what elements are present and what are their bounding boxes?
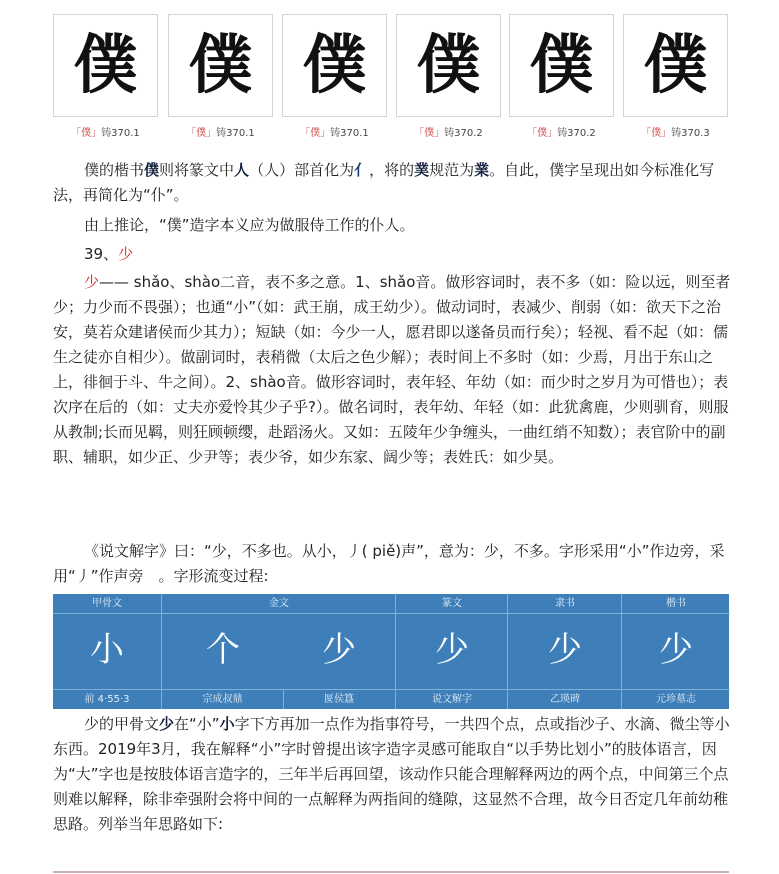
glyph-caption: 「僕」铸370.2	[414, 128, 483, 139]
glyph-caption: 「僕」铸370.1	[300, 128, 369, 139]
gallery-cell	[168, 14, 273, 139]
script-header: 楷书	[622, 594, 730, 614]
script-header: 隶书	[508, 594, 622, 614]
script-glyph: 少	[548, 630, 582, 670]
evolution-column	[161, 594, 289, 709]
inline-glyph-image: 小	[219, 715, 235, 733]
glyph-char: 僕	[188, 27, 253, 103]
inline-glyph-image: 少	[159, 715, 175, 733]
evolution-column	[621, 594, 730, 709]
paragraph-kaishu: 僕的楷书僕则将篆文中人（人）部首化为亻，将的菐规范为業。自此，僕字呈现出如今标准化写法，再简化为“仆”。	[53, 161, 715, 204]
glyph-char: 僕	[529, 27, 594, 103]
glyph-caption: 「僕」铸370.1	[71, 128, 140, 139]
inline-glyph-image: 菐	[414, 161, 430, 179]
glyph-image	[53, 14, 158, 117]
section-heading: 39、少	[84, 245, 134, 263]
gallery-cell	[53, 14, 158, 139]
source-label: 乙瑛碑	[508, 689, 622, 709]
script-header: 篆文	[396, 594, 508, 614]
glyph-char: 僕	[416, 27, 481, 103]
glyph-image	[396, 14, 501, 117]
inline-glyph-image: 亻	[354, 161, 370, 179]
glyph-caption: 「僕」铸370.1	[186, 128, 255, 139]
glyph-image	[623, 14, 728, 117]
script-glyph: 少	[659, 630, 693, 670]
glyph-caption: 「僕」铸370.2	[527, 128, 596, 139]
glyph-char: 僕	[643, 27, 708, 103]
script-glyph: 少	[435, 630, 469, 670]
glyph-evolution-table	[53, 594, 729, 709]
evolution-column	[53, 594, 161, 709]
inline-glyph-image: 僕	[144, 161, 160, 179]
gallery-cell	[509, 14, 614, 139]
gallery-cell	[623, 14, 728, 139]
script-header: 甲骨文	[53, 594, 161, 614]
paragraph-shuowen: 《说文解字》曰：“少，不多也。从小，丿( piě)声”，意为：少，不多。字形采用“小”作边旁，采用“丿”作声旁 。字形流变过程:	[53, 542, 725, 585]
paragraph-definition: 少—— shǎo、shào二音，表不多之意。1、shǎo音。做形容词时，表不多（如：险以远，则至者少；力少而不畏强）；也通“小”（如：武王崩，成王幼少）。做动词时，表减少、削弱（如：欲天下之治安，莫若众建诸侯而少其力）；短缺（如：今少一人，愿君即以遂备员而行矣）；轻视、看不起（如：儒生之徒亦自相少）。做副词时，表稍微（太后之色少解）；表时间上不多时（如：少焉，月出于东山之上，徘徊于斗、牛之间）。2、shào音。做形容词时，表年轻、年幼（如：而少时之岁月为可惜也）；表次序在后的（如：丈夫亦爱怜其少子乎?）。做名词时，表年幼、年轻（如：此犹禽鹿，少则驯育，则服从教制;长而见羁，则狂顾顿缨，赴蹈汤火。又如：五陵年少争缠头，一曲红绡不知数）；表官阶中的副职、辅职，如少正、少尹等；表少爷，如少东家、阔少等；表姓氏：如少昊。	[53, 273, 731, 466]
gallery-cell	[396, 14, 501, 139]
evolution-column	[507, 594, 622, 709]
glyph-char: 僕	[73, 27, 138, 103]
source-label: 匽侯簋	[283, 689, 395, 709]
glyph-char: 僕	[302, 27, 367, 103]
script-glyph: 少	[322, 630, 356, 670]
evolution-column	[283, 594, 395, 709]
source-label: 元珍墓志	[622, 689, 730, 709]
gallery-cell	[282, 14, 387, 139]
glyph-caption: 「僕」铸370.3	[641, 128, 710, 139]
inline-glyph-image: 人	[234, 161, 250, 179]
script-glyph: 个	[206, 630, 240, 670]
paragraph-conclusion: 由上推论，“僕”造字本义应为做服侍工作的仆人。	[84, 216, 415, 234]
source-label: 前 4·55·3	[53, 689, 161, 709]
script-header: 金文	[162, 594, 396, 614]
source-label: 宗成叔鼎	[162, 689, 284, 709]
glyph-image	[168, 14, 273, 117]
source-label: 说文解字	[396, 689, 508, 709]
script-glyph: 小	[90, 630, 124, 670]
evolution-column	[395, 594, 508, 709]
glyph-image	[509, 14, 614, 117]
bottom-divider	[53, 871, 729, 873]
glyph-gallery	[53, 14, 733, 144]
glyph-image	[282, 14, 387, 117]
paragraph-oracle-bone: 少的甲骨文少在“小”小字下方再加一点作为指事符号，一共四个点，点或指沙子、水滴、微尘等小东西。2019年3月，我在解释“小”字时曾提出该字造字灵感可能取自“以手势比划小”的肢体语言，因为“大”字也是按肢体语言造字的，三年半后再回望，该动作只能合理解释两边的两个点，中间第三个点则难以解释，除非牵强附会将中间的一点解释为两指间的缝隙，这显然不合理，故今日否定几年前幼稚思路。列举当年思路如下:	[53, 715, 730, 833]
inline-glyph-image: 業	[474, 161, 490, 179]
